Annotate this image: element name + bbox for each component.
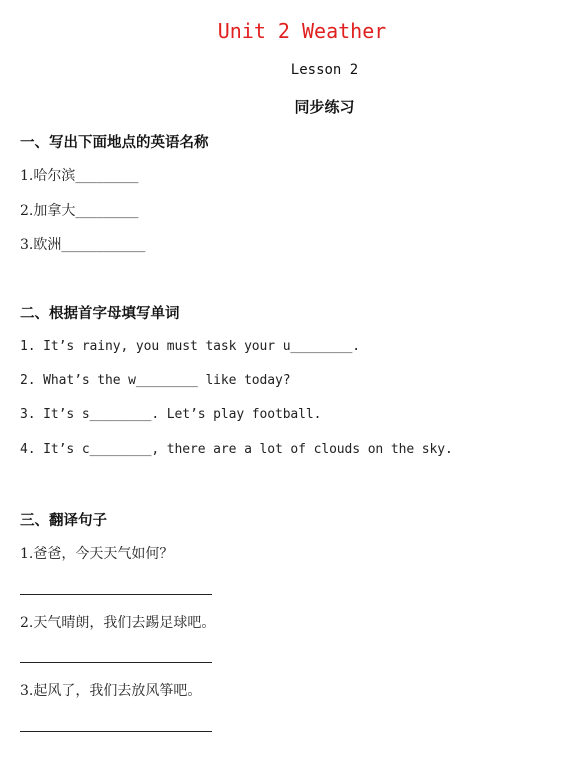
list-item: 3.欧洲____________: [20, 237, 146, 253]
lesson-label: Lesson 2: [290, 62, 359, 78]
list-item: 2.加拿大_________: [20, 203, 139, 219]
answer-line: [20, 594, 212, 595]
page-title: Unit 2 Weather: [217, 19, 387, 43]
list-item: 4. It’s c________, there are a lot of clouds on the sky.: [20, 442, 453, 457]
section-title-1: 一、写出下面地点的英语名称: [20, 135, 209, 151]
answer-line: [20, 731, 212, 732]
list-item: 3.起风了，我们去放风筝吧。: [20, 683, 202, 699]
answer-line: [20, 662, 212, 663]
section-title-2: 二、根据首字母填写单词: [20, 306, 180, 322]
list-item: 1.爸爸，今天天气如何？: [20, 546, 174, 562]
list-item: 2.天气晴朗，我们去踢足球吧。: [20, 615, 216, 631]
list-item: 3. It’s s________. Let’s play football.: [20, 407, 322, 422]
list-item: 1.哈尔滨_________: [20, 168, 139, 184]
page-subtitle: 同步练习: [294, 98, 355, 116]
list-item: 2. What’s the w________ like today?: [20, 373, 291, 388]
list-item: 1. It’s rainy, you must task your u________.: [20, 339, 360, 354]
section-title-3: 三、翻译句子: [20, 513, 107, 529]
